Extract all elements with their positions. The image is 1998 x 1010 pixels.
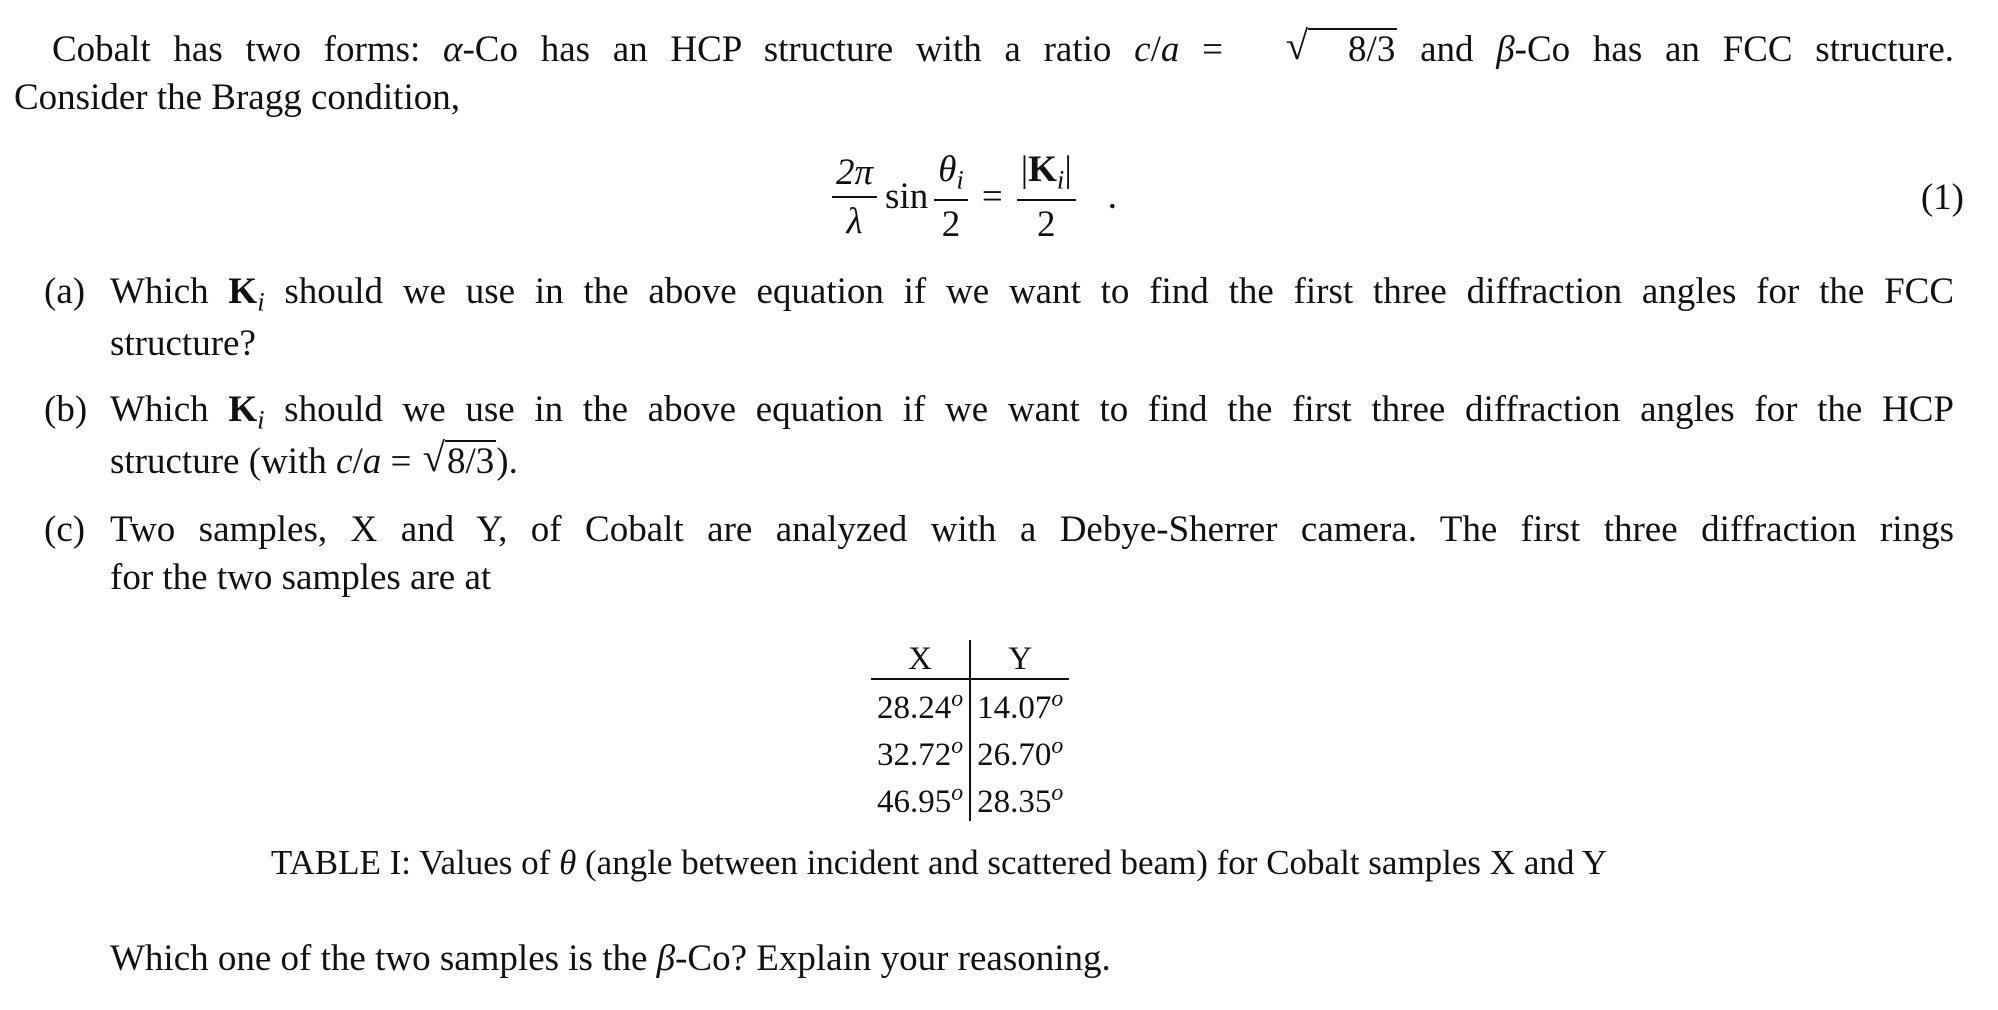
table-header-row <box>871 640 1069 679</box>
text: (angle between incident and scattered beam) for Cobalt samples X and Y <box>576 843 1608 882</box>
equals-sign: = <box>381 441 421 483</box>
text: should we use in the above equation if we want to find the first three diffraction angles for the HCP <box>264 389 1955 430</box>
denominator: 2 <box>941 203 961 245</box>
value: 28.35 <box>977 783 1052 820</box>
value: 32.72 <box>877 736 952 773</box>
period: . <box>1107 175 1117 217</box>
question-text <box>110 270 1954 367</box>
question-line: Two samples, X and Y, of Cobalt are analyzed with a Debye-Sherrer camera. The first three diffraction rings <box>110 509 1954 550</box>
question-c <box>44 508 1954 601</box>
question-line <box>110 435 1954 484</box>
denominator: λ <box>846 201 863 242</box>
intro-line-1 <box>14 23 1954 72</box>
text: Which one of the two samples is the <box>110 938 657 979</box>
question-label: (c) <box>44 509 86 550</box>
equation-body <box>826 149 1117 245</box>
fraction-K-half <box>1017 149 1076 245</box>
vector-K: K <box>1028 149 1057 191</box>
table-row <box>871 727 1069 774</box>
text: structure (with <box>110 441 337 483</box>
equals-sign: = <box>1179 29 1246 70</box>
cell-x <box>871 727 970 774</box>
degree-mark: o <box>1051 686 1064 712</box>
var-a: a <box>362 441 382 483</box>
question-line <box>110 388 1954 436</box>
final-question <box>110 937 1111 981</box>
intro-line-2: Consider the Bragg condition, <box>14 77 460 119</box>
vector-K: K <box>228 271 258 312</box>
cell-y <box>970 774 1069 821</box>
intro-text: Cobalt has two forms: <box>52 29 444 70</box>
text: -Co? Explain your reasoning. <box>675 938 1111 979</box>
value: 26.70 <box>977 736 1052 773</box>
radical-icon: √ <box>422 435 445 481</box>
cell-x <box>871 679 970 727</box>
degree-mark: o <box>951 732 964 759</box>
cell-x <box>871 774 970 821</box>
beta-symbol: β <box>656 938 676 979</box>
fraction-theta-half <box>934 149 968 245</box>
sqrt-argument: 8/3 <box>446 441 495 483</box>
intro-text: and <box>1397 29 1497 70</box>
text: TABLE I: Values of <box>270 843 560 882</box>
subscript: i <box>956 164 964 195</box>
denominator: 2 <box>1036 203 1056 245</box>
text: ). <box>496 441 518 483</box>
question-text <box>110 388 1954 485</box>
table-caption <box>0 842 1998 884</box>
sqrt-expression <box>1248 23 1398 71</box>
abs-bar: | <box>1064 149 1072 191</box>
question-label: (b) <box>44 389 88 430</box>
subscript: i <box>257 286 265 317</box>
subscript: i <box>257 404 265 435</box>
header-y: Y <box>970 640 1069 679</box>
question-line: for the two samples are at <box>110 557 492 599</box>
question-b <box>44 388 1954 485</box>
value: 28.24 <box>877 689 952 726</box>
text: Which <box>110 389 229 430</box>
subscript: i <box>1056 164 1065 195</box>
degree-mark: o <box>1051 779 1064 806</box>
theta-symbol: θ <box>938 149 957 191</box>
fraction-2pi-lambda <box>832 154 877 240</box>
text: should we use in the above equation if we want to find the first three diffraction angles for the FCC <box>264 271 1955 312</box>
cell-y <box>970 727 1069 774</box>
diffraction-table <box>871 640 1069 821</box>
degree-mark: o <box>951 779 964 806</box>
degree-mark: o <box>1051 732 1064 759</box>
question-a <box>44 270 1954 367</box>
intro-paragraph <box>14 23 1954 121</box>
intro-text: -Co has an FCC structure. <box>1514 29 1954 70</box>
table-row <box>871 679 1069 727</box>
equation-number: (1) <box>1920 177 1964 218</box>
value: 14.07 <box>977 689 1052 726</box>
intro-text: -Co has an HCP structure with a ratio <box>462 29 1135 70</box>
question-line: structure? <box>110 323 256 365</box>
sin-function: sin <box>885 175 929 217</box>
bragg-equation <box>0 149 1998 245</box>
equals-sign: = <box>981 175 1003 217</box>
slash: / <box>1150 29 1161 70</box>
header-x: X <box>871 640 970 679</box>
value: 46.95 <box>877 783 952 820</box>
question-label: (a) <box>44 271 86 312</box>
question-text <box>110 508 1954 601</box>
radical-icon: √ <box>1285 23 1309 68</box>
var-c: c <box>1134 29 1151 70</box>
var-c: c <box>336 441 353 483</box>
sqrt-argument: 8/3 <box>1308 28 1397 71</box>
caption-text <box>271 843 1607 882</box>
beta-symbol: β <box>1496 29 1515 70</box>
numerator <box>934 151 968 200</box>
degree-mark: o <box>951 686 964 712</box>
table-row <box>871 774 1069 821</box>
alpha-symbol: α <box>443 29 463 70</box>
text: Which <box>110 271 229 312</box>
numerator <box>1017 151 1076 200</box>
vector-K: K <box>228 389 258 430</box>
slash: / <box>352 441 363 483</box>
cell-y <box>970 679 1069 727</box>
sqrt-expression <box>422 435 497 483</box>
question-line <box>110 270 1954 318</box>
var-a: a <box>1160 29 1180 70</box>
numerator: 2π <box>832 154 877 198</box>
abs-bar: | <box>1020 149 1029 191</box>
theta-symbol: θ <box>559 843 577 882</box>
